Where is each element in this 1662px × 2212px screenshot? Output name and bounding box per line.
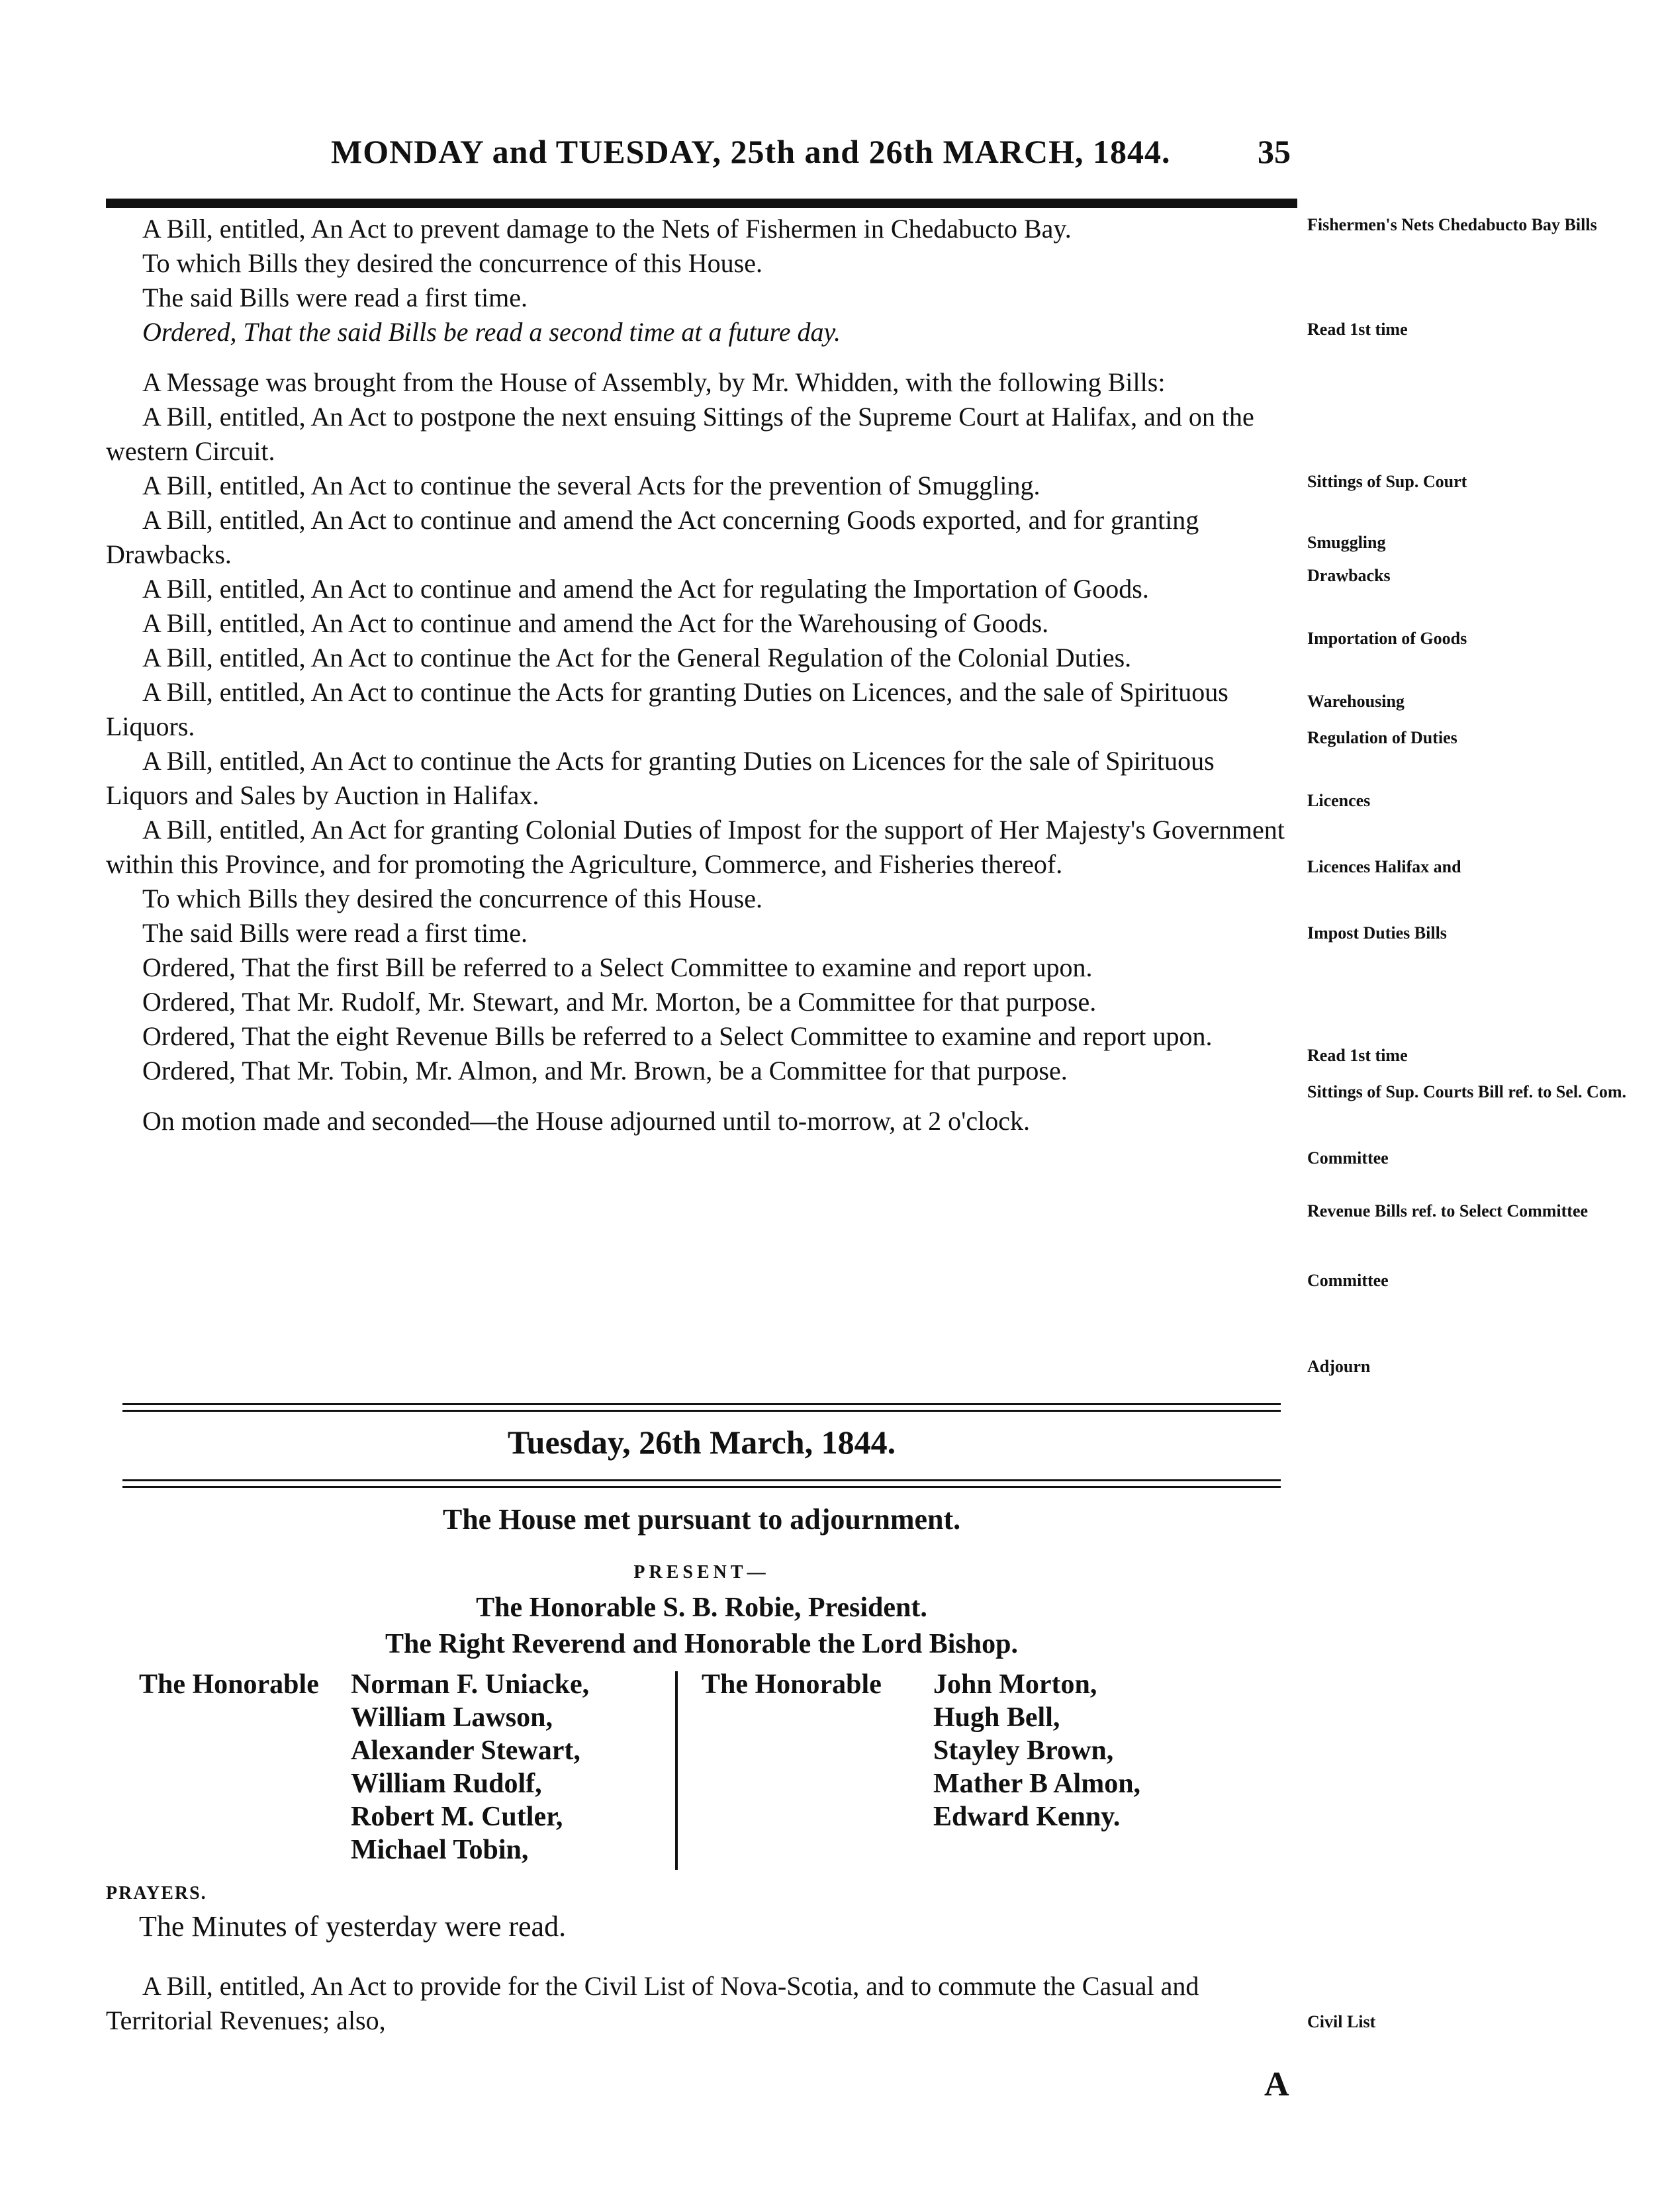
section-rule-bottom-2 (122, 1486, 1281, 1488)
member-name: Mather B Almon, (933, 1769, 1141, 1799)
member-name: Alexander Stewart, (351, 1735, 580, 1766)
signature-mark: A (1264, 2066, 1289, 2103)
section-rule-top-1 (122, 1403, 1281, 1405)
margin-note: Read 1st time (1307, 1046, 1408, 1065)
civil-list-bill: A Bill, entitled, An Act to provide for the Civil List of Nova-Scotia, and to commute the Casual and Territorial Revenues; also, (106, 1971, 1199, 2035)
members-present (106, 1668, 1297, 1880)
left-column-prefix: The Honorable (139, 1669, 319, 1700)
member-column-divider (675, 1671, 678, 1870)
margin-note: Adjourn (1307, 1357, 1371, 1376)
bill-colonial-duties: A Bill, entitled, An Act to continue the Act for the General Regulation of the Colonial Duties. (142, 643, 1132, 672)
header-rule (106, 199, 1297, 208)
left-member-list (351, 1668, 589, 1866)
member-name: Michael Tobin, (351, 1835, 529, 1865)
ordered-committee-members-2: Ordered, That Mr. Tobin, Mr. Almon, and Mr. Brown, be a Committee for that purpose. (142, 1056, 1068, 1085)
member-name: Edward Kenny. (933, 1802, 1121, 1832)
margin-note: Impost Duties Bills (1307, 923, 1447, 943)
margin-notes (1307, 0, 1645, 2212)
ordered-second-reading: Ordered, That the said Bills be read a second time at a future day. (142, 317, 841, 347)
margin-note: Committee (1307, 1271, 1389, 1290)
bishop-line: The Right Reverend and Honorable the Lord Bishop. (385, 1629, 1018, 1659)
bill-smuggling: A Bill, entitled, An Act to continue the several Acts for the prevention of Smuggling. (142, 471, 1040, 500)
margin-note: Revenue Bills ref. to Select Committee (1307, 1201, 1589, 1221)
margin-note: Civil List (1307, 2012, 1376, 2031)
minutes-text: The Minutes of yesterday were read. (139, 1910, 567, 1943)
concurrence-text: To which Bills they desired the concurrence of this House. (142, 248, 762, 278)
bill-impost-duties: A Bill, entitled, An Act for granting Colonial Duties of Impost for the support of Her Majesty's Government within this Province, and for promoting the Agriculture, Commerce, and Fisheries thereof. (106, 815, 1285, 879)
margin-note: Importation of Goods (1307, 629, 1467, 648)
page-title: MONDAY and TUESDAY, 25th and 26th MARCH, 1844. (331, 133, 1171, 170)
bill-warehousing: A Bill, entitled, An Act to continue and amend the Act for the Warehousing of Goods. (142, 608, 1049, 638)
message-intro: A Message was brought from the House of Assembly, by Mr. Whidden, with the following Bills: (142, 367, 1166, 397)
bill-importation: A Bill, entitled, An Act to continue and amend the Act for regulating the Importation of Goods. (142, 574, 1149, 604)
margin-note: Licences (1307, 791, 1371, 810)
member-name: William Lawson, (351, 1702, 553, 1733)
concurrence-text-2: To which Bills they desired the concurrence of this House. (142, 884, 762, 913)
page-header (331, 132, 1297, 179)
first-reading-text-2: The said Bills were read a first time. (142, 918, 528, 948)
margin-note: Drawbacks (1307, 566, 1391, 585)
member-name: Hugh Bell, (933, 1702, 1060, 1733)
page-number: 35 (1258, 133, 1291, 170)
ordered-revenue-bills: Ordered, That the eight Revenue Bills be referred to a Select Committee to examine and report upon. (142, 1021, 1213, 1051)
margin-note: Sittings of Sup. Courts Bill ref. to Sel. Com. (1307, 1082, 1626, 1101)
ordered-committee-members-1: Ordered, That Mr. Rudolf, Mr. Stewart, and Mr. Morton, be a Committee for that purpose. (142, 987, 1097, 1017)
member-name: Robert M. Cutler, (351, 1802, 563, 1832)
member-name: Stayley Brown, (933, 1735, 1114, 1766)
bill-licences-halifax: A Bill, entitled, An Act to continue the Acts for granting Duties on Licences for the sale of Spirituous Liquors and Sales by Auction in Halifax. (106, 746, 1215, 810)
margin-note: Fishermen's Nets Chedabucto Bay Bills (1307, 215, 1597, 234)
tuesday-heading: Tuesday, 26th March, 1844. (507, 1424, 896, 1461)
margin-note: Committee (1307, 1148, 1389, 1168)
bill-supreme-court: A Bill, entitled, An Act to postpone the next ensuing Sittings of the Supreme Court at Halifax, and on the western Circuit. (106, 402, 1254, 466)
ordered-select-committee: Ordered, That the first Bill be referred to a Select Committee to examine and report upon. (142, 952, 1093, 982)
margin-note: Regulation of Duties (1307, 728, 1457, 747)
member-name: Norman F. Uniacke, (351, 1669, 590, 1700)
house-met-text: The House met pursuant to adjournment. (442, 1503, 961, 1536)
first-reading-text: The said Bills were read a first time. (142, 283, 528, 312)
adjourn-text: On motion made and seconded—the House adjourned until to-morrow, at 2 o'clock. (142, 1106, 1030, 1136)
margin-note: Read 1st time (1307, 320, 1408, 339)
margin-note: Licences Halifax and (1307, 857, 1461, 876)
section-rule-bottom-1 (122, 1479, 1281, 1481)
bill-fishermen-nets: A Bill, entitled, An Act to prevent damage to the Nets of Fishermen in Chedabucto Bay. (142, 214, 1072, 244)
member-name: William Rudolf, (351, 1769, 542, 1799)
prayers-label: PRAYERS. (106, 1883, 207, 1904)
president-line: The Honorable S. B. Robie, President. (476, 1592, 927, 1623)
right-column-prefix: The Honorable (702, 1669, 882, 1700)
margin-note: Sittings of Sup. Court (1307, 472, 1467, 491)
bill-drawbacks: A Bill, entitled, An Act to continue and amend the Act concerning Goods exported, and for granting Drawbacks. (106, 505, 1199, 569)
main-text (106, 212, 1297, 1138)
member-name: John Morton, (933, 1669, 1097, 1700)
margin-note: Warehousing (1307, 692, 1405, 711)
section-rule-top-2 (122, 1410, 1281, 1412)
present-label: PRESENT— (633, 1562, 770, 1583)
margin-note: Smuggling (1307, 533, 1386, 552)
bill-licences: A Bill, entitled, An Act to continue the Acts for granting Duties on Licences, and the sale of Spirituous Liquors. (106, 677, 1228, 741)
right-member-list (933, 1668, 1140, 1833)
